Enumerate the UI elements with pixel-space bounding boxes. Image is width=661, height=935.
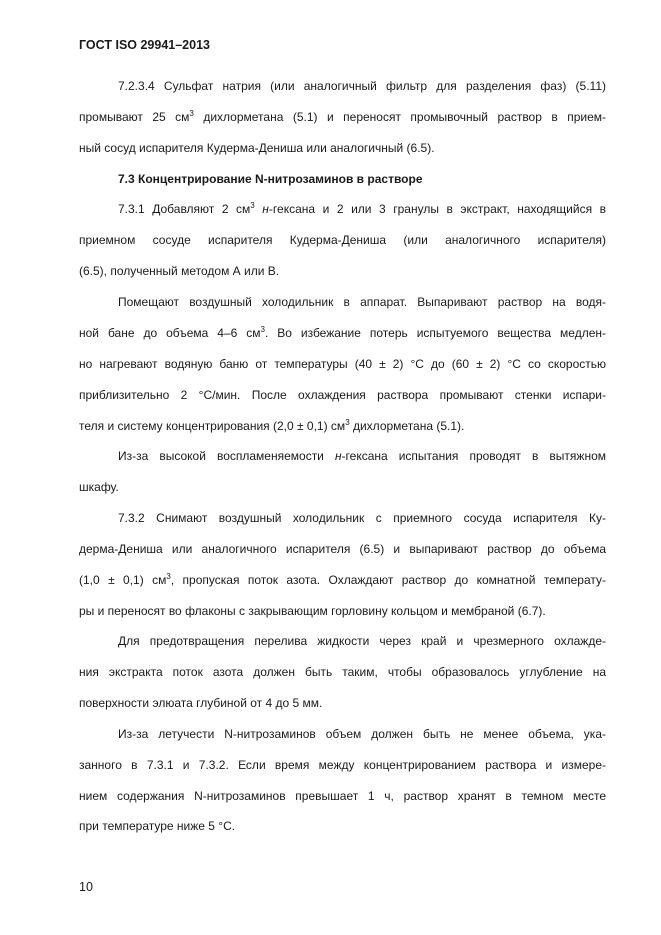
text-line <box>79 388 606 402</box>
text-segment: приемном сосуде испарителя Кудерма-Дениша (или аналогичного испарителя) <box>79 233 606 247</box>
text-line <box>118 79 606 93</box>
section-heading <box>118 172 606 186</box>
text-segment: 7.2.3.4 Сульфат натрия (или аналогичный фильтр для разделения фаз) (5.11) <box>118 79 606 93</box>
text-segment: , пропуская поток азота. Охлаждают раствор до комнатной температу- <box>170 573 606 587</box>
text-segment: . Во избежание потерь испытуемого вещества медлен- <box>264 326 606 340</box>
text-line <box>118 295 606 309</box>
text-line <box>79 758 606 772</box>
text-segment: промывают 25 см <box>79 110 190 124</box>
text-line <box>79 419 606 433</box>
text-segment: занного в 7.3.1 и 7.3.2. Если время между концентрированием раствора и измере- <box>79 758 606 772</box>
text-segment: Из-за летучести N-нитрозаминов объем должен быть не менее объема, ука- <box>118 727 606 741</box>
text-segment: н <box>262 202 269 216</box>
text-segment: нием содержания N-нитрозаминов превышает 1 ч, раствор хранят в темном месте <box>79 789 606 803</box>
text-line <box>79 480 606 494</box>
text-line <box>118 449 606 463</box>
text-segment: -гексана и 2 или 3 гранулы в экстракт, находящийся в <box>268 202 606 216</box>
text-segment: приблизительно 2 °С/мин. После охлаждения раствора промывают стенки испари- <box>79 388 606 402</box>
text-line <box>118 634 606 648</box>
text-line <box>79 696 606 710</box>
text-segment: ры и переносят во флаконы с закрывающим горловину кольцом и мембраной (6.7). <box>79 604 546 618</box>
standard-designation: ГОСТ ISO 29941–2013 <box>79 38 210 52</box>
text-line <box>79 264 606 278</box>
text-segment: 7.3 Концентрирование N-нитрозаминов в растворе <box>118 172 423 186</box>
text-segment: поверхности элюата глубиной от 4 до 5 мм. <box>79 696 323 710</box>
text-line <box>118 511 606 525</box>
text-line <box>79 542 606 556</box>
text-line <box>79 573 606 587</box>
text-segment: Из-за высокой воспламеняемости <box>118 449 335 463</box>
text-segment: ния экстракта поток азота должен быть таким, чтобы образовалось углубление на <box>79 665 606 679</box>
text-line <box>79 326 606 340</box>
text-segment: теля и систему концентрирования (2,0 ± 0,1) см <box>79 419 346 433</box>
text-line <box>79 604 606 618</box>
text-line <box>79 233 606 247</box>
text-line <box>79 110 606 124</box>
text-segment: 7.3.1 Добавляют 2 см <box>118 202 251 216</box>
text-line <box>118 727 606 741</box>
text-segment: (6.5), полученный методом А или В. <box>79 264 280 278</box>
page-number: 10 <box>79 880 93 894</box>
text-segment: Для предотвращения перелива жидкости через край и чрезмерного охлажде- <box>118 634 606 648</box>
text-segment: дерма-Дениша или аналогичного испарителя (6.5) и выпаривают раствор до объема <box>79 542 606 556</box>
text-segment: но нагревают водяную баню от температуры (40 ± 2) °С до (60 ± 2) °С со скоростью <box>79 357 606 371</box>
text-segment: ный сосуд испарителя Кудерма-Дениша или аналогичный (6.5). <box>79 141 435 155</box>
text-segment: шкафу. <box>79 480 119 494</box>
text-segment: -гексана испытания проводят в вытяжном <box>341 449 606 463</box>
text-line <box>79 665 606 679</box>
text-segment: дихлорметана (5.1) и переносят промывочный раствор в прием- <box>193 110 607 124</box>
text-line <box>79 789 606 803</box>
text-segment: н <box>334 449 342 463</box>
text-segment: при температуре ниже 5 °С. <box>79 819 236 833</box>
superscript: 3 <box>250 201 255 210</box>
superscript: 3 <box>189 109 194 118</box>
text-segment: (1,0 ± 0,1) см <box>79 573 167 587</box>
superscript: 3 <box>345 418 350 427</box>
text-line <box>79 357 606 371</box>
text-line <box>118 202 606 216</box>
text-segment: ной бане до объема 4–6 см <box>79 326 261 340</box>
text-line <box>79 141 606 155</box>
superscript: 3 <box>260 325 265 334</box>
text-line <box>79 819 606 833</box>
text-segment: 7.3.2 Снимают воздушный холодильник с приемного сосуда испарителя Ку- <box>118 511 606 525</box>
superscript: 3 <box>166 572 171 581</box>
text-segment: Помещают воздушный холодильник в аппарат. Выпаривают раствор на водя- <box>118 295 606 309</box>
text-segment: дихлорметана (5.1). <box>349 419 465 433</box>
